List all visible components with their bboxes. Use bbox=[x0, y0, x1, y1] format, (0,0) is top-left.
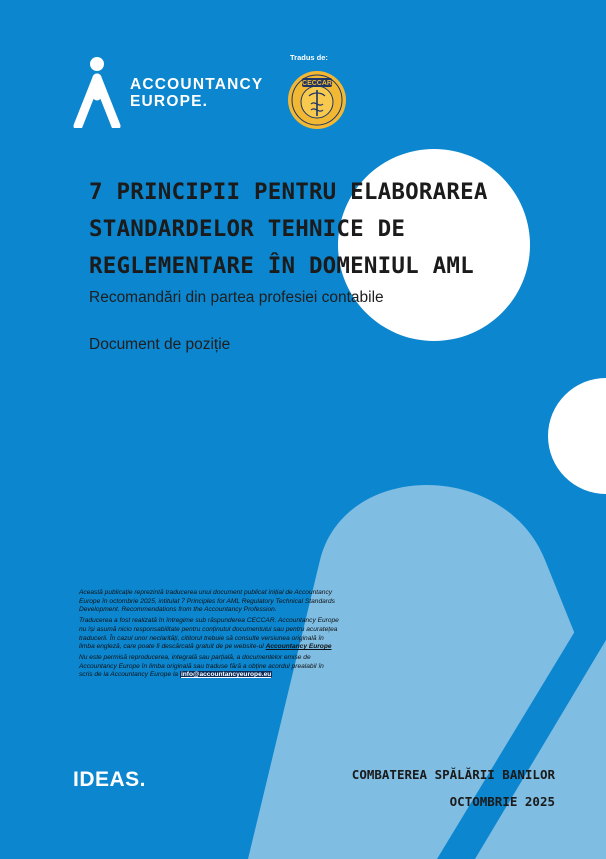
white-circle-right bbox=[548, 378, 606, 494]
title-line-2: STANDARDELOR TEHNICE DE bbox=[89, 216, 406, 242]
document-title bbox=[89, 174, 559, 285]
note-paragraph-3 bbox=[79, 654, 339, 680]
accountancy-europe-link[interactable]: Accountancy Europe bbox=[265, 643, 332, 651]
note-paragraph-2 bbox=[79, 617, 339, 652]
contact-email-link[interactable]: info@accountancyeurope.eu bbox=[180, 671, 272, 679]
title-line-3: REGLEMENTARE ÎN DOMENIUL AML bbox=[89, 253, 474, 279]
note-paragraph-1: Această publicație reprezintă traducerea unui document publicat inițial de Accountancy Europe în octombrie 2025, intitulat 7 Principles for AML Regulatory Technical Standards Development. Recommendations from the Accountancy Profession. bbox=[79, 589, 335, 614]
translated-by-label: Tradus de: bbox=[290, 53, 328, 62]
brand-line-1: ACCOUNTANCY bbox=[130, 76, 264, 93]
note-paragraph-3-text: Nu este permisă reproducerea, integrală sau parțială, a documentelor emise de Accountancy Europe în limba originală sau traduse fără a obține acordul prealabil în scris de la Accountancy Europe la bbox=[79, 653, 324, 679]
document-subtitle: Recomandări din partea profesiei contabile bbox=[89, 289, 384, 306]
document-type: Document de poziție bbox=[89, 336, 231, 353]
brand-name bbox=[130, 76, 263, 110]
publication-date: OCTOMBRIE 2025 bbox=[449, 794, 555, 809]
note-paragraph-2-text: Traducerea a fost realizată în întregime sub răspunderea CECCAR. Accountancy Europe nu își asumă nicio responsabilitate pentru conținutul documentului sau pentru acuratețea traducerii. În cazul unor neclarități, cititorul trebuie să consulte versiunea originală în limba engleză, care poate fi descărcată gratuit de pe website-ul bbox=[79, 617, 339, 651]
ceccar-seal-icon bbox=[287, 70, 347, 130]
accountancy-europe-logo-icon bbox=[72, 56, 122, 128]
ceccar-seal-text: CECCAR bbox=[302, 80, 332, 87]
title-line-1: 7 PRINCIPII PENTRU ELABORAREA bbox=[89, 179, 488, 205]
ideas-series-label: IDEAS. bbox=[73, 768, 147, 791]
brand-line-2: EUROPE. bbox=[130, 93, 209, 110]
translation-notes bbox=[79, 589, 339, 682]
topic-label: COMBATEREA SPĂLĂRII BANILOR bbox=[351, 767, 555, 782]
